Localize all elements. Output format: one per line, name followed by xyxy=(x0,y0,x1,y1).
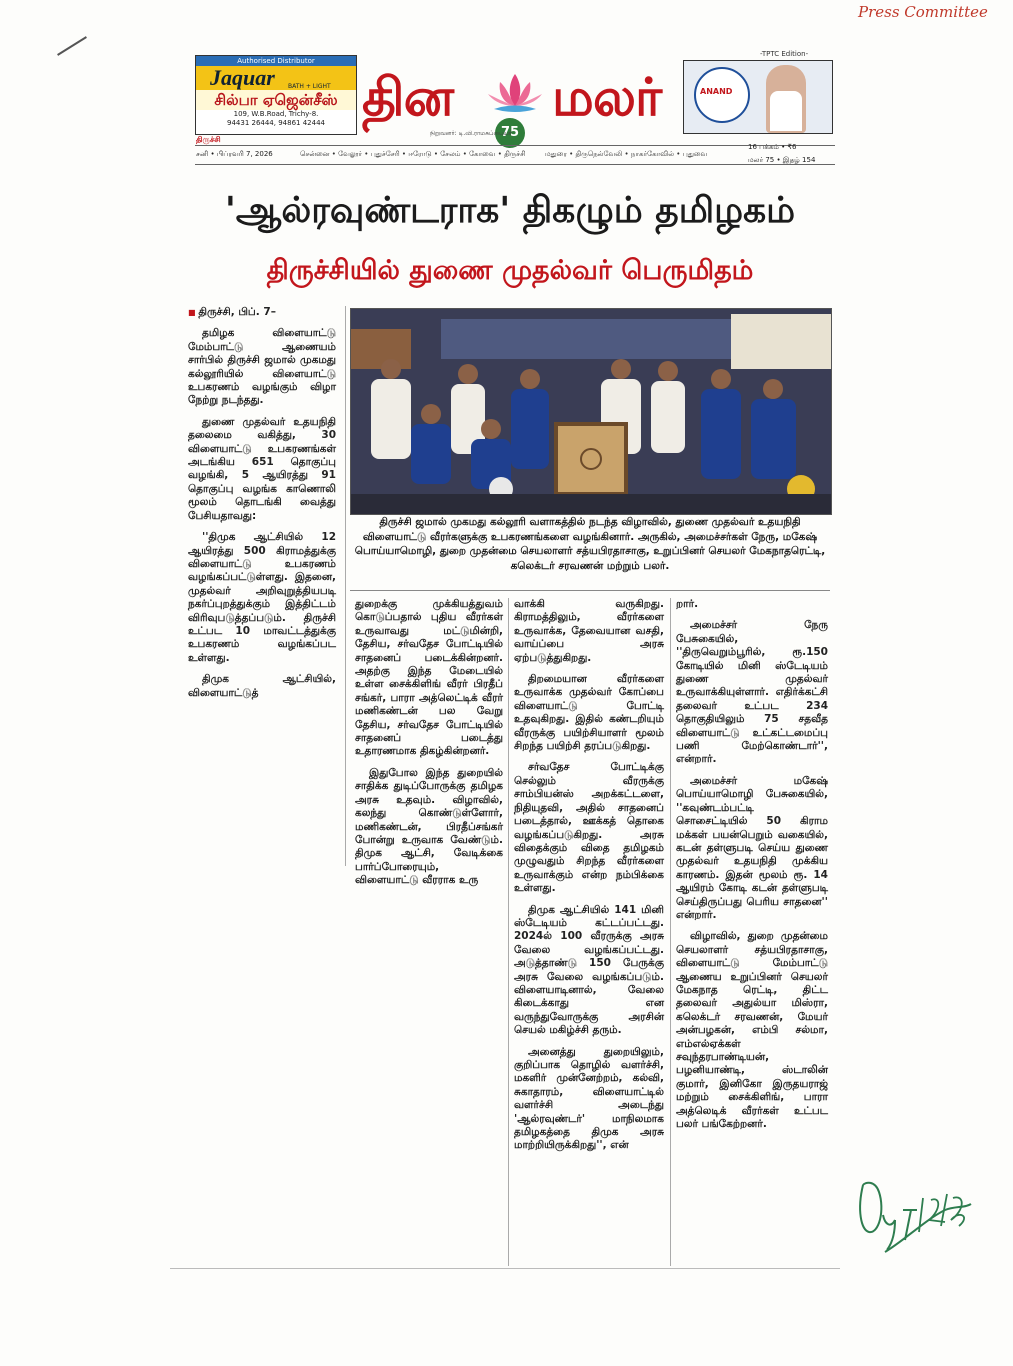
photo-caption: திருச்சி ஜமால் முகமது கல்லூரி வளாகத்தில் நடந்த விழாவில், துணை முதல்வர் உதயநிதி விளையாட்டு வீரர்களுக்கு உபகரணங்களை வழங்கினார். அருகில், அமைச்சர்கள் நேரு, மகேஷ் பொய்யாமொழி, துறை முதன்மை செயலாளர் சத்யபிரதாசாகு, உறுப்பினர் செயலர் மேகநாதரெட்டி, கலெக்டர் சரவணன் மற்றும் பலர். xyxy=(354,516,826,572)
pen-mark xyxy=(57,36,87,56)
paragraph: திறமையான வீரர்களை உருவாக்க முதல்வர் கோப்பை விளையாட்டு போட்டி உதவுகிறது. இதில் கண்டறியும் வீரருக்கு பயிற்சியாளர் மூலம் சிறந்த பயிற்சி தரப்படுகிறது. xyxy=(514,673,664,753)
paragraph: விழாவில், துறை முதன்மை செயலாளர் சத்யபிரதாசாகு, விளையாட்டு மேம்பாட்டு ஆணைய உறுப்பினர் செயலர் மேகநாத ரெட்டி, திட்ட தலைவர் அதுல்யா மிஸ்ரா, கலெக்டர் சரவணன், மேயர் அன்பழகன், எம்பி சல்மா, எம்எல்ஏக்கள் சவுந்தரபாண்டியன், பழனியாண்டி, ஸ்டாலின் குமார், இனிகோ இருதயராஜ் மற்றும் சைக்கிளிங், பாரா அத்லெடிக் வீரர்கள் உட்பட பலர் பங்கேற்றனர். xyxy=(676,930,828,1131)
volume-issue: மலர் 75 • இதழ் 154 xyxy=(748,156,816,164)
paragraph: வாக்கி வருகிறது. கிராமத்திலும், வீரர்களை உருவாக்க, தேவையான வசதி, வாய்ப்பை அரசு ஏற்படுத்துகிறது. xyxy=(514,598,664,664)
article-column-3 xyxy=(514,598,664,1161)
paragraph: அமைச்சர் நேரு பேசுகையில், ''திருவெறும்பூரில், ரூ.150 கோடியில் மினி ஸ்டேடியம் துணை முதல்வர் உருவாக்கியுள்ளார். எதிர்க்கட்சி தலைவர் உட்பட 234 தொகுதியிலும் 75 சதவீத விளையாட்டு உட்கட்டமைப்பு பணி மேற்கொண்டார்'', என்றார். xyxy=(676,619,828,766)
column-divider-top xyxy=(350,590,830,591)
ad-anand xyxy=(683,60,833,134)
ad-strip: Authorised Distributor xyxy=(196,56,356,66)
masthead-title-part2: மலர் xyxy=(552,68,662,128)
anniversary-badge: 75 xyxy=(495,118,525,148)
edition-places-2: மதுரை • திருநெல்வேலி • நாகர்கோவில் • புதுவை xyxy=(545,150,708,158)
article-column-4 xyxy=(676,598,828,1139)
column-divider xyxy=(670,598,671,1266)
column-divider xyxy=(345,306,346,866)
paragraph: துறைக்கு முக்கியத்துவம் கொடுப்பதால் புதிய வீரர்கள் உருவாவது மட்டுமின்றி, தேசிய, சர்வதேச போட்டியில் சாதனைப் படைக்கின்றனர். அதற்கு இந்த மேடையில் உள்ள சைக்கிளிங் வீரர் பிரதீப் சங்கர், பாரா அத்லெட்டிக் வீரர் மணிகண்டன் பல வேறு தேசிய, சர்வதேச போட்டியில் சாதனைப் படைத்து உதாரணமாக திகழ்கின்றனர். xyxy=(355,598,503,758)
edition-places: சென்னை • வேலூர் • புதுச்சேரி • ஈரோடு • சேலம் • கோவை • திருச்சி xyxy=(300,150,526,158)
ad-brand: Jaquar xyxy=(196,66,356,90)
column-divider xyxy=(508,598,509,1266)
dateline: ■ திருச்சி, பிப். 7– xyxy=(188,306,336,319)
subheadline: திருச்சியில் துணை முதல்வர் பெருமிதம் xyxy=(266,255,754,286)
edition-city: திருச்சி xyxy=(196,135,221,144)
lotus-icon xyxy=(480,68,550,116)
paragraph: ''திமுக ஆட்சியில் 12 ஆயிரத்து 500 கிராமத்துக்கு விளையாட்டு உபகரணம் வழங்கப்பட்டுள்ளது. இதனை, முதல்வர் அறிவுறுத்தியபடி நகர்ப்புறத்துக்கும் இத்திட்டம் விரிவுபடுத்தப்படும். திருச்சி உட்பட 10 மாவட்டத்துக்கு உபகரணம் வழங்கப்பட உள்ளது. xyxy=(188,531,336,664)
ad-jaquar xyxy=(195,55,357,135)
article-column-2 xyxy=(355,598,503,896)
masthead-title-part1: தின xyxy=(362,68,454,128)
ad-brand-sub: BATH + LIGHT xyxy=(288,83,331,90)
paragraph: இதுபோல இந்த துறையில் சாதிக்க துடிப்போருக்கு தமிழக அரசு உதவும். விழாவில், கலந்து கொண்டுள்ளோர், மணிகண்டன், பிரதீப்சங்கர் போன்று உருவாக வேண்டும். திமுக ஆட்சி, வேடிக்கை பார்ப்போரையும், விளையாட்டு வீரராக உரு xyxy=(355,766,503,887)
article-column-1 xyxy=(188,306,336,708)
paragraph: அமைச்சர் மகேஷ் பொய்யாமொழி பேசுகையில், ''கவுண்டம்பட்டி சொசைட்டியில் 50 கிராம மக்கள் பயன்பெறும் வகையில், கடன் தள்ளுபடி செய்ய துணை முதல்வர் உதயநிதி முக்கிய காரணம். இதன் மூலம் ரூ. 14 ஆயிரம் கோடி கடன் தள்ளுபடி செய்திருப்பது பெரிய சாதனை'' என்றார். xyxy=(676,774,828,921)
group-photo xyxy=(350,308,832,515)
ad-logo-text: ANAND xyxy=(700,87,733,96)
page-bottom-rule xyxy=(170,1268,840,1269)
ad-address: 109, W.B.Road, Trichy-8. xyxy=(233,110,319,118)
paragraph: சர்வதேச போட்டிக்கு செல்லும் வீரருக்கு சாம்பியன்ஸ் அறக்கட்டளை, நிதியுதவி, அதில் சாதனைப் படைத்தால், ஊக்கத் தொகை வழங்கப்படுகிறது. அரசு விதைக்கும் விதை தமிழகம் முழுவதும் சிறந்த வீரர்களை உருவாக்கும் என்ற நம்பிக்கை உள்ளது. xyxy=(514,761,664,895)
paragraph: திமுக ஆட்சியில் 141 மினி ஸ்டேடியம் கட்டப்பட்டது. 2024ல் 100 வீரருக்கு அரசு வேலை வழங்கப்பட்டது. அடுத்தாண்டு 150 பேருக்கு அரசு வேலை வழங்கப்படும். விளையாடினால், வேலை கிடைக்காது என வருந்துவோருக்கு அரசின் செயல் மகிழ்ச்சி தரும். xyxy=(514,903,664,1037)
handwritten-note: Press Committee xyxy=(858,3,988,21)
headline: 'ஆல்ரவுண்டராக' திகழும் தமிழகம் xyxy=(224,190,796,231)
page-count: 16 பக்கம் • ₹6 xyxy=(748,143,797,151)
edition-label: -TPTC Edition- xyxy=(760,50,809,58)
paragraph: திமுக ஆட்சியில், விளையாட்டுத் xyxy=(188,673,336,699)
ad-phone: 94431 26444, 94861 42444 xyxy=(227,119,325,127)
handwritten-signature xyxy=(855,1170,975,1260)
paragraph: றார். xyxy=(676,598,699,610)
paragraph: அனைத்து துறையிலும், குறிப்பாக தொழில் வளர்ச்சி, மகளிர் முன்னேற்றம், கல்வி, சுகாதாரம், விளையாட்டில் வளர்ச்சி அடைந்து 'ஆல்ரவுண்டர்' மாநிலமாக தமிழகத்தை திமுக அரசு மாற்றியிருக்கிறது'', என் xyxy=(514,1045,664,1152)
printer-line: நிறுவனர்: டி.வி.ராமசுப்பையர் xyxy=(430,130,512,137)
ad-logo-icon xyxy=(694,67,750,123)
issue-date: சனி • பிப்ரவரி 7, 2026 xyxy=(196,150,273,158)
ad-vest-figure xyxy=(770,91,802,131)
ad-agency: சில்பா ஏஜென்சீஸ் xyxy=(196,90,356,110)
paragraph: தமிழக விளையாட்டு மேம்பாட்டு ஆணையம் சார்பில் திருச்சி ஜமால் முகமது கல்லூரியில் விளையாட்டு உபகரணம் வழங்கும் விழா நேற்று நடந்தது. xyxy=(188,327,336,407)
paragraph: துணை முதல்வர் உதயநிதி தலைமை வகித்து, 30 விளையாட்டு உபகரணங்கள் அடங்கிய 651 தொகுப்பு வழங்கி, 5 ஆயிரத்து 91 தொகுப்பு வழங்க காணொலி மூலம் தொடங்கி வைத்து பேசியதாவது: xyxy=(188,415,336,522)
